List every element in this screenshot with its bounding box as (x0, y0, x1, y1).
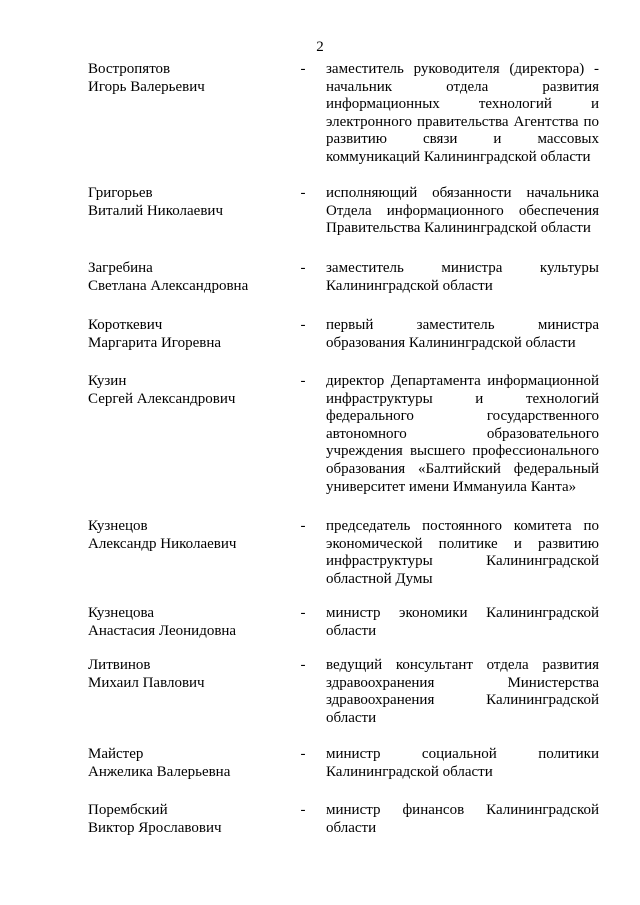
person-surname: Кузнецов (88, 518, 148, 534)
separator-dash: - (300, 657, 306, 673)
person-name (88, 260, 288, 295)
person-position: заместитель министра культуры Калининградской области (326, 260, 599, 294)
person-name (88, 746, 288, 781)
separator-dash: - (300, 746, 306, 762)
person-name (88, 185, 288, 220)
person-position: первый заместитель министра образования Калининградской области (326, 317, 599, 351)
person-position: председатель постоянного комитета по экономической политике и развитию инфраструктуры Калининградской областной Думы (326, 518, 599, 587)
person-surname: Кузнецова (88, 605, 155, 621)
person-surname: Востропятов (88, 61, 171, 77)
person-given-names: Анастасия Леонидовна (88, 622, 237, 639)
person-surname: Майстер (88, 746, 144, 762)
person-given-names: Анжелика Валерьевна (88, 763, 231, 780)
separator-dash: - (300, 518, 306, 534)
person-position: министр финансов Калининградской области (326, 802, 599, 836)
person-position: ведущий консультант отдела развития здравоохранения Министерства здравоохранения Калининградской области (326, 657, 599, 726)
person-given-names: Виктор Ярославович (88, 819, 222, 836)
person-surname: Короткевич (88, 317, 163, 333)
person-given-names: Михаил Павлович (88, 674, 205, 691)
person-position: министр социальной политики Калининградской области (326, 746, 599, 780)
person-given-names: Маргарита Игоревна (88, 334, 222, 351)
person-given-names: Виталий Николаевич (88, 202, 223, 219)
person-position: исполняющий обязанности начальника Отдела информационного обеспечения Правительства Калининградской области (326, 185, 599, 237)
person-given-names: Сергей Александрович (88, 390, 236, 407)
person-given-names: Игорь Валерьевич (88, 78, 205, 95)
person-surname: Литвинов (88, 657, 151, 673)
person-surname: Григорьев (88, 185, 153, 201)
person-name (88, 802, 288, 837)
separator-dash: - (300, 185, 306, 201)
separator-dash: - (300, 317, 306, 333)
separator-dash: - (300, 605, 306, 621)
separator-dash: - (300, 61, 306, 77)
separator-dash: - (300, 373, 306, 389)
person-position: заместитель руководителя (директора) - начальник отдела развития информационных технологий и электронного правительства Агентства по развитию связи и массовых коммуникаций Калининградской области (326, 61, 599, 165)
person-given-names: Александр Николаевич (88, 535, 237, 552)
separator-dash: - (300, 260, 306, 276)
separator-dash: - (300, 802, 306, 818)
person-name (88, 605, 288, 640)
person-surname: Порембский (88, 802, 168, 818)
person-position: директор Департамента информационной инфраструктуры и технологий федерального государственного автономного образовательного учреждения высшего профессионального образования «Балтийский федеральный университет имени Иммануила Канта» (326, 373, 599, 495)
person-name (88, 61, 288, 96)
person-surname: Загребина (88, 260, 153, 276)
person-name (88, 657, 288, 692)
person-given-names: Светлана Александровна (88, 277, 249, 294)
person-name (88, 317, 288, 352)
person-position: министр экономики Калининградской области (326, 605, 599, 639)
person-name (88, 518, 288, 553)
person-name (88, 373, 288, 408)
person-surname: Кузин (88, 373, 127, 389)
page-number: 2 (316, 39, 324, 55)
